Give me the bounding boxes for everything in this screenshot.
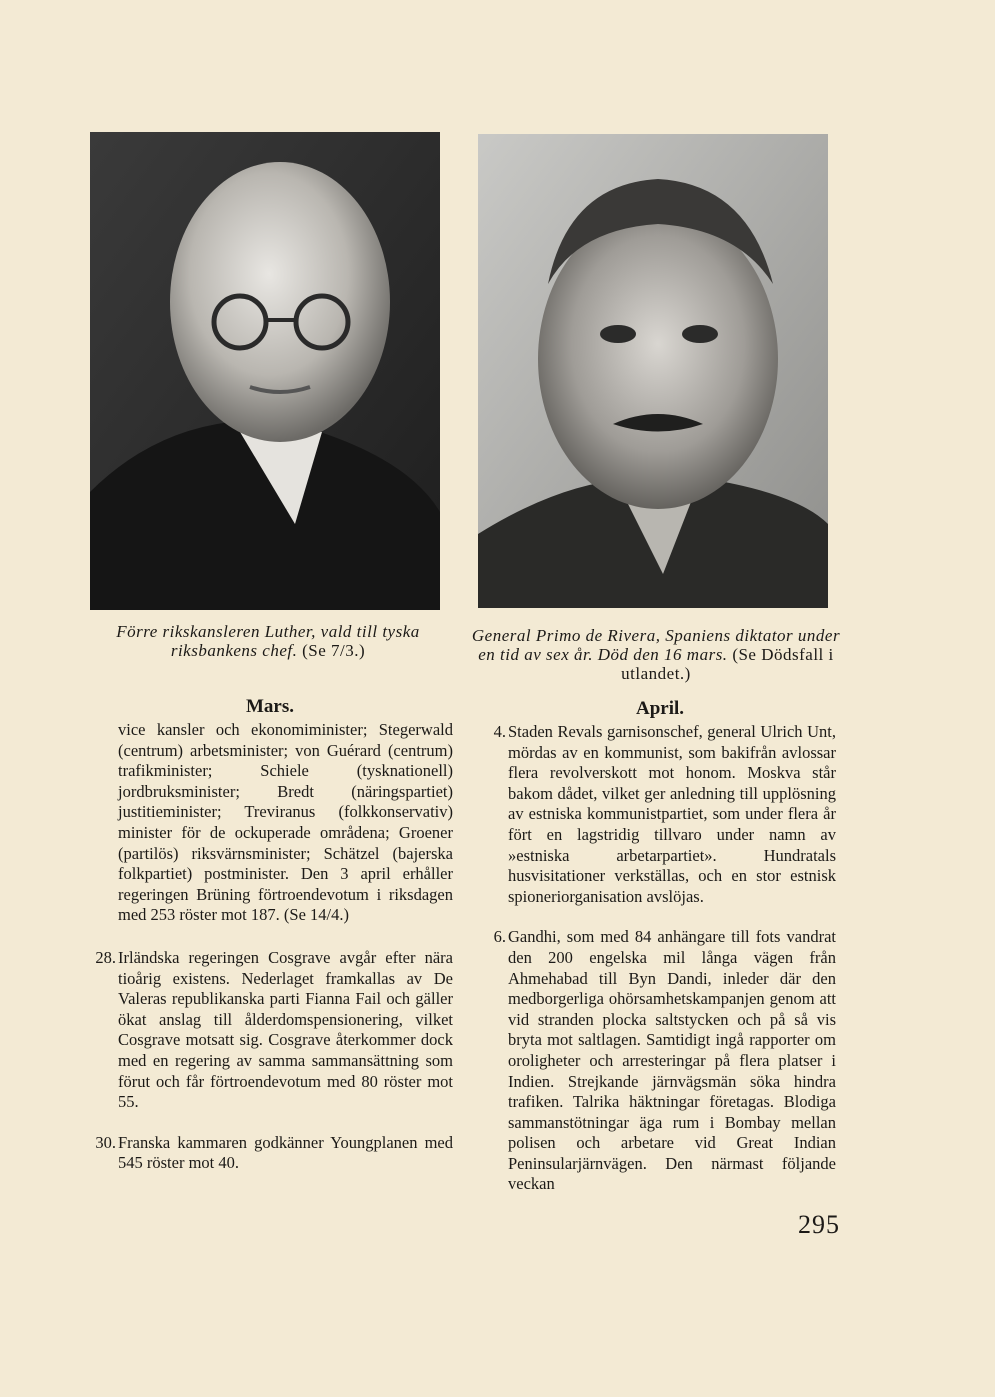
entry-date: 28. [95, 947, 116, 967]
dated-entry [88, 948, 453, 1113]
entry-text: Irländska regeringen Cosgrave avgår efter nära tioårig existens. Nederlaget framkallas av De Valeras republikanska parti Fianna Fail och gäller ökat anslag till ålderdomspensionering, vilket Cosgrave motsatt sig. Cosgrave återkommer dock med en regering av samma sammansättning som förut och får förtroendevotum med 80 röster mot 55. [118, 947, 453, 1112]
photo-caption-right [470, 626, 842, 683]
entry-text: Gandhi, som med 84 anhängare till fots vandrat den 200 engelska mil långa vägen från Ahmehabad till Byn Dandi, inleder där den medborgerliga ohörsamhetskampanjen genom att vid stranden plocka saltstycken och på så vis bryta mot saltlagen. Samtidigt ingå rapporter om oroligheter och arresteringar på flera platser i Indien. Strejkande järnvägsmän söka hindra trafiken. Talrika häktningar företagas. Blodiga sammanstötningar äga rum i Bombay mellan polisen och arbetare vid Great Indian Peninsularjärnvägen. Den närmast följande veckan [508, 927, 836, 1194]
entry-text: Staden Revals garnisonschef, general Ulrich Unt, mördas av en kommunist, som bakifrån avlossar flera revolverskott mot honom. Moskva står bakom dådet, vilket ger anledning till upplösning av estniska kommunistpartiet, som under flera år fört en lagstridig tillvaro under namn av »estniska arbetarpartiet». Hundratals husvisitationer verkställas, och en stor estnisk spioneriorganisation avslöjas. [508, 722, 836, 906]
photo-caption-left [88, 622, 448, 660]
caption-left-text: Förre rikskansleren Luther, vald till tyska riksbankens chef. [116, 622, 420, 660]
portrait-image-left [90, 132, 440, 610]
portrait-photo-primo-de-rivera [478, 134, 828, 608]
entry-date: 6. [493, 927, 506, 947]
left-text-column [88, 720, 453, 1194]
entry-date: 4. [493, 722, 506, 741]
entry-text: Franska kammaren godkänner Youngplanen med 545 röster mot 40. [118, 1132, 453, 1173]
page-number: 295 [798, 1210, 840, 1239]
portrait-photo-luther [90, 132, 440, 610]
caption-right-text: General Primo de Rivera, Spaniens diktator under en tid av sex år. Död den 16 mars. [471, 626, 841, 664]
month-heading-mars: Mars. [245, 696, 294, 717]
right-text-column [478, 722, 836, 1215]
continuation-paragraph [88, 720, 453, 926]
dated-entry [478, 722, 836, 907]
month-heading-april: April. [635, 698, 685, 719]
entry-date: 30. [95, 1132, 116, 1152]
dated-entry [88, 1133, 453, 1174]
portrait-image-right [478, 134, 828, 608]
dated-entry [478, 927, 836, 1195]
paragraph-text: vice kansler och ekonomiminister; Stegerwald (centrum) arbetsminister; von Guérard (centrum) trafikminister; Schiele (tysknationell) jordbruksminister; Bredt (näringspartiet) justitieminister; Treviranus (folkkonservativ) minister för de ockuperade områdena; Groener (partilös) riksvärnsminister; Schätzel (bajerska folkpartiet) postminister. Den 3 april erhåller regeringen Brüning förtroendevotum i riksdagen med 253 röster mot 187. (Se 14/4.) [118, 720, 453, 925]
caption-right-reference: (Se Dödsfall i utlandet.) [621, 645, 834, 683]
caption-left-reference: (Se 7/3.) [302, 641, 366, 660]
